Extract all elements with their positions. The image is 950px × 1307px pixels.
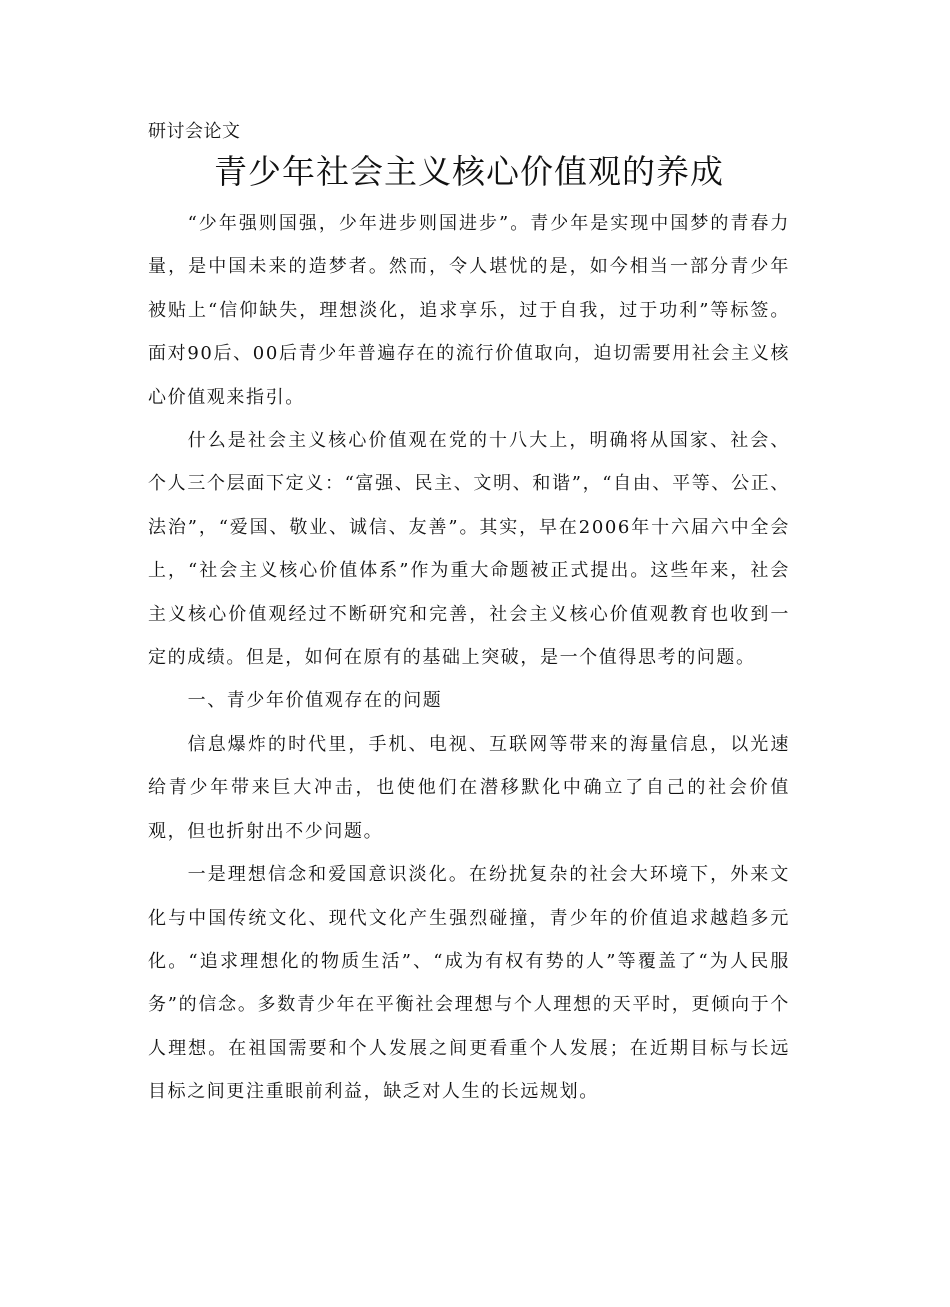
paragraph-information-age: 信息爆炸的时代里，手机、电视、互联网等带来的海量信息，以光速给青少年带来巨大冲击，也使他们在潜移默化中确立了自己的社会价值观，但也折射出不少问题。 [148, 733, 790, 842]
document-page [148, 118, 790, 1114]
paragraph-ideals: 一是理想信念和爱国意识淡化。在纷扰复杂的社会大环境下，外来文化与中国传统文化、现代文化产生强烈碰撞，青少年的价值追求越趋多元化。“追求理想化的物质生活”、“成为有权有势的人”等覆盖了“为人民服务”的信念。多数青少年在平衡社会理想与个人理想的天平时，更倾向于个人理想。在祖国需要和个人发展之间更看重个人发展；在近期目标与长远目标之间更注重眼前利益，缺乏对人生的长远规划。 [148, 864, 790, 1103]
section-heading: 一、青少年价值观存在的问题 [187, 690, 443, 712]
paragraph-definition: 什么是社会主义核心价值观在党的十八大上，明确将从国家、社会、个人三个层面下定义：“富强、民主、文明、和谐”，“自由、平等、公正、法治”，“爱国、敬业、诚信、友善”。其实，早在2006年十六届六中全会上，“社会主义核心价值体系”作为重大命题被正式提出。这些年来，社会主义核心价值观经过不断研究和完善，社会主义核心价值观教育也收到一定的成绩。但是，如何在原有的基础上突破，是一个值得思考的问题。 [148, 430, 790, 669]
paragraph-intro: “少年强则国强，少年进步则国进步”。青少年是实现中国梦的青春力量，是中国未来的造梦者。然而，令人堪忧的是，如今相当一部分青少年被贴上“信仰缺失，理想淡化，追求享乐，过于自我，过于功利”等标签。面对90后、00后青少年普遍存在的流行价值取向，迫切需要用社会主义核心价值观来指引。 [148, 213, 790, 408]
document-title: 青少年社会主义核心价值观的养成 [214, 152, 724, 191]
document-label: 研讨会论文 [148, 121, 241, 142]
